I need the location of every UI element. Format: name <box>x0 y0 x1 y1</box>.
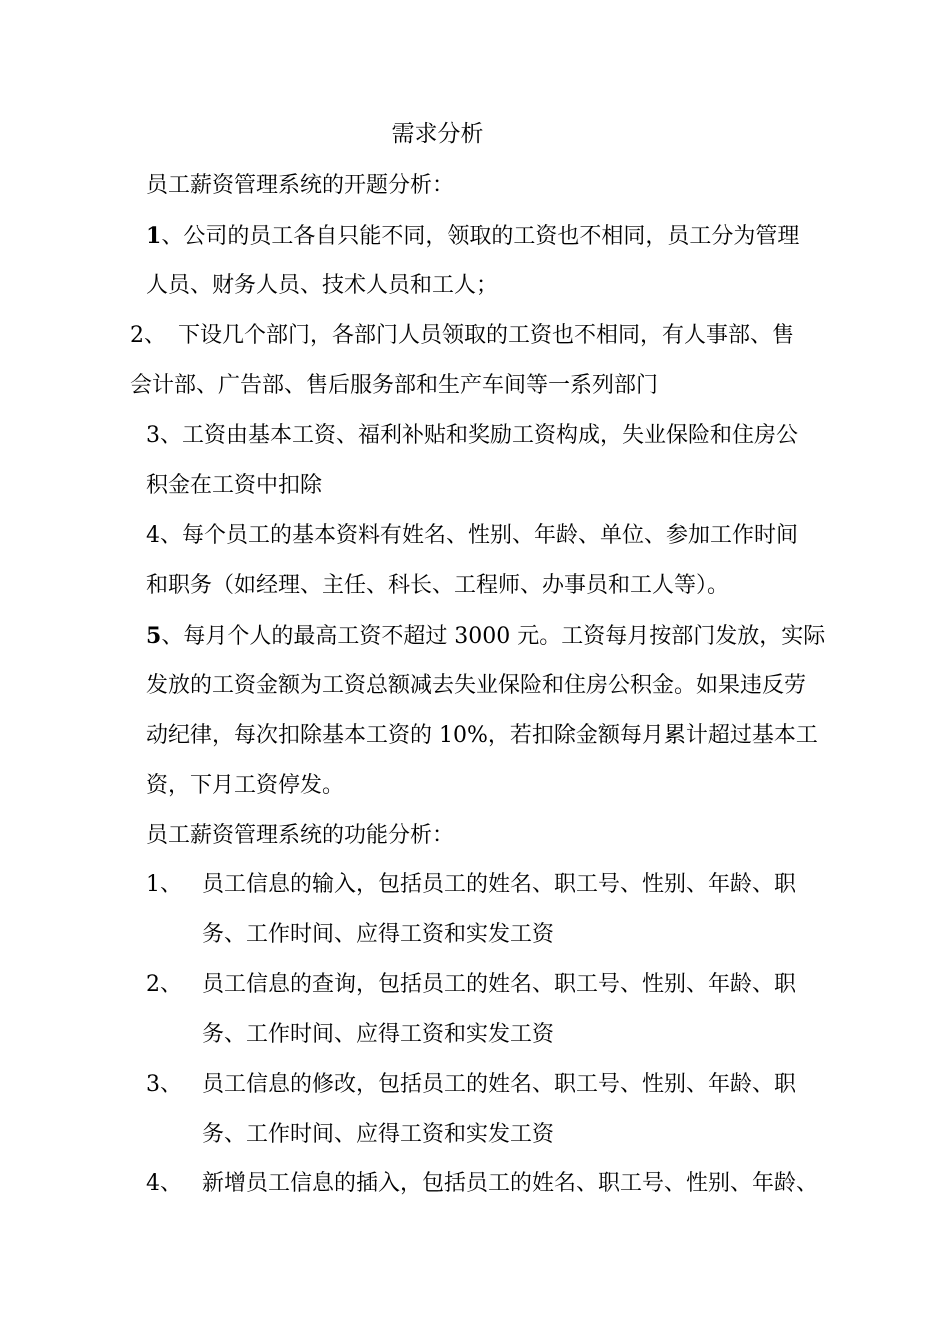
function-item-4-line-1: 新增员工信息的插入，包括员工的姓名、职工号、性别、年龄、 <box>202 1171 819 1196</box>
list-item-5-line-2: 发放的工资金额为工资总额减去失业保险和住房公积金。如果违反劳 <box>146 673 807 698</box>
list-item-4-line-2: 和职务（如经理、主任、科长、工程师、办事员和工人等）。 <box>146 573 730 598</box>
list-item-1-number: 1 <box>146 223 162 249</box>
function-item-2-number: 2、 <box>146 972 182 997</box>
section-heading-opening-analysis: 员工薪资管理系统的开题分析： <box>146 173 455 198</box>
list-item-5-line-4: 资，下月工资停发。 <box>146 773 345 798</box>
list-item-2-line-2: 会计部、广告部、售后服务部和生产车间等一系列部门 <box>130 373 659 398</box>
list-item-3-line-2: 积金在工资中扣除 <box>146 473 323 498</box>
list-item-1-line-2: 人员、财务人员、技术人员和工人； <box>146 273 499 298</box>
function-item-3-line-1: 员工信息的修改，包括员工的姓名、职工号、性别、年龄、职 <box>202 1072 797 1097</box>
section-heading-function-analysis: 员工薪资管理系统的功能分析： <box>146 823 455 848</box>
function-item-4-number: 4、 <box>146 1171 182 1196</box>
list-item-1-line-1 <box>146 221 799 252</box>
list-item-5-number: 5 <box>146 623 162 649</box>
list-item-1-text: 、公司的员工各自只能不同，领取的工资也不相同，员工分为管理 <box>161 224 800 249</box>
list-item-4-line-1: 4、每个员工的基本资料有姓名、性别、年龄、单位、参加工作时间 <box>146 523 798 548</box>
list-item-2-number: 2、 <box>130 323 166 348</box>
function-item-1-number: 1、 <box>146 872 182 897</box>
list-item-5-line-1 <box>146 621 825 652</box>
list-item-2-line-1: 下设几个部门，各部门人员领取的工资也不相同，有人事部、售 <box>178 323 795 348</box>
list-item-3-line-1: 3、工资由基本工资、福利补贴和奖励工资构成，失业保险和住房公 <box>146 423 798 448</box>
function-item-3-line-2: 务、工作时间、应得工资和实发工资 <box>202 1122 555 1147</box>
function-item-1-line-2: 务、工作时间、应得工资和实发工资 <box>202 922 555 947</box>
function-item-3-number: 3、 <box>146 1072 182 1097</box>
function-item-2-line-2: 务、工作时间、应得工资和实发工资 <box>202 1022 555 1047</box>
function-item-2-line-1: 员工信息的查询，包括员工的姓名、职工号、性别、年龄、职 <box>202 972 797 997</box>
list-item-5-line-3: 动纪律，每次扣除基本工资的 10%，若扣除金额每月累计超过基本工 <box>146 723 818 748</box>
page-title: 需求分析 <box>391 121 484 147</box>
list-item-5-text: 、每月个人的最高工资不超过 3000 元。工资每月按部门发放，实际 <box>161 624 826 649</box>
function-item-1-line-1: 员工信息的输入，包括员工的姓名、职工号、性别、年龄、职 <box>202 872 797 897</box>
